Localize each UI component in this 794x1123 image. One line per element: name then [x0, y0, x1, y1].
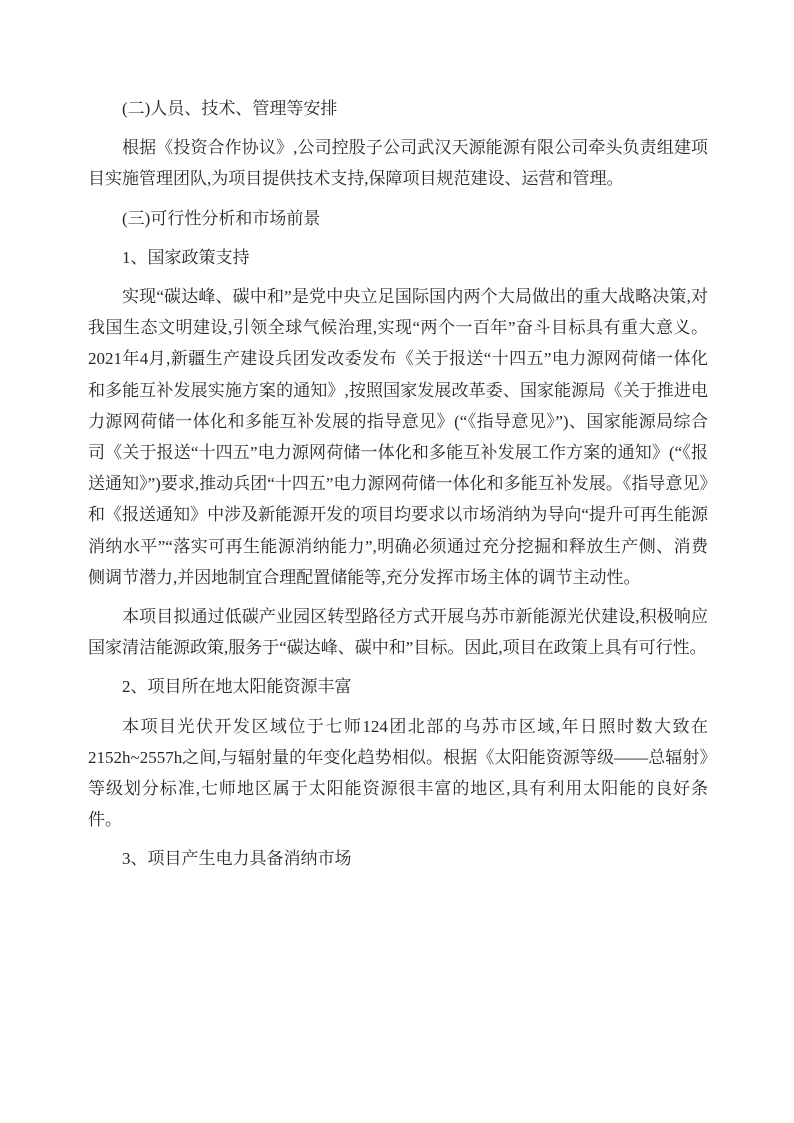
paragraph-implementation-team: 根据《投资合作协议》,公司控股子公司武汉天源能源有限公司牵头负责组建项目实施管理团队,为项目提供技术支持,保障项目规范建设、运营和管理。 [88, 138, 708, 189]
heading-feasibility-market-outlook: (三)可行性分析和市场前景 [122, 208, 321, 228]
heading-solar-resource-rich: 2、项目所在地太阳能资源丰富 [122, 677, 352, 697]
paragraph-solar-resource-details: 本项目光伏开发区域位于七师124团北部的乌苏市区域,年日照时数大致在2152h~2557h之间,与辐射量的年变化趋势相似。根据《太阳能资源等级——总辐射》等级划分标准,七师地区属于太阳能资源很丰富的地区,具有利用太阳能的良好条件。 [88, 716, 708, 830]
heading-personnel-tech-management: (二)人员、技术、管理等安排 [122, 99, 338, 118]
paragraph-project-policy-feasibility: 本项目拟通过低碳产业园区转型路径方式开展乌苏市新能源光伏建设,积极响应国家清洁能源政策,服务于“碳达峰、碳中和”目标。因此,项目在政策上具有可行性。 [88, 607, 708, 658]
heading-power-consumption-market: 3、项目产生电力具备消纳市场 [122, 849, 352, 869]
heading-national-policy-support: 1、国家政策支持 [122, 247, 250, 267]
paragraph-carbon-policy-background: 实现“碳达峰、碳中和”是党中央立足国际国内两个大局做出的重大战略决策,对我国生态文明建设,引领全球气候治理,实现“两个一百年”奋斗目标具有重大意义。2021年4月,新疆生产建设兵团发改委发布《关于报送“十四五”电力源网荷储一体化和多能互补发展实施方案的通知》,按照国家发展改革委、国家能源局《关于推进电力源网荷储一体化和多能互补发展的指导意见》(“《指导意见》”)、国家能源局综合司《关于报送“十四五”电力源网荷储一体化和多能互补发展工作方案的通知》(“《报送通知》”)要求,推动兵团“十四五”电力源网荷储一体化和多能互补发展。《指导意见》和《报送通知》中涉及新能源开发的项目均要求以市场消纳为导向“提升可再生能源消纳水平”“落实可再生能源消纳能力”,明确必须通过充分挖掘和释放生产侧、消费侧调节潜力,并因地制宜合理配置储能等,充分发挥市场主体的调节主动性。 [88, 287, 708, 587]
